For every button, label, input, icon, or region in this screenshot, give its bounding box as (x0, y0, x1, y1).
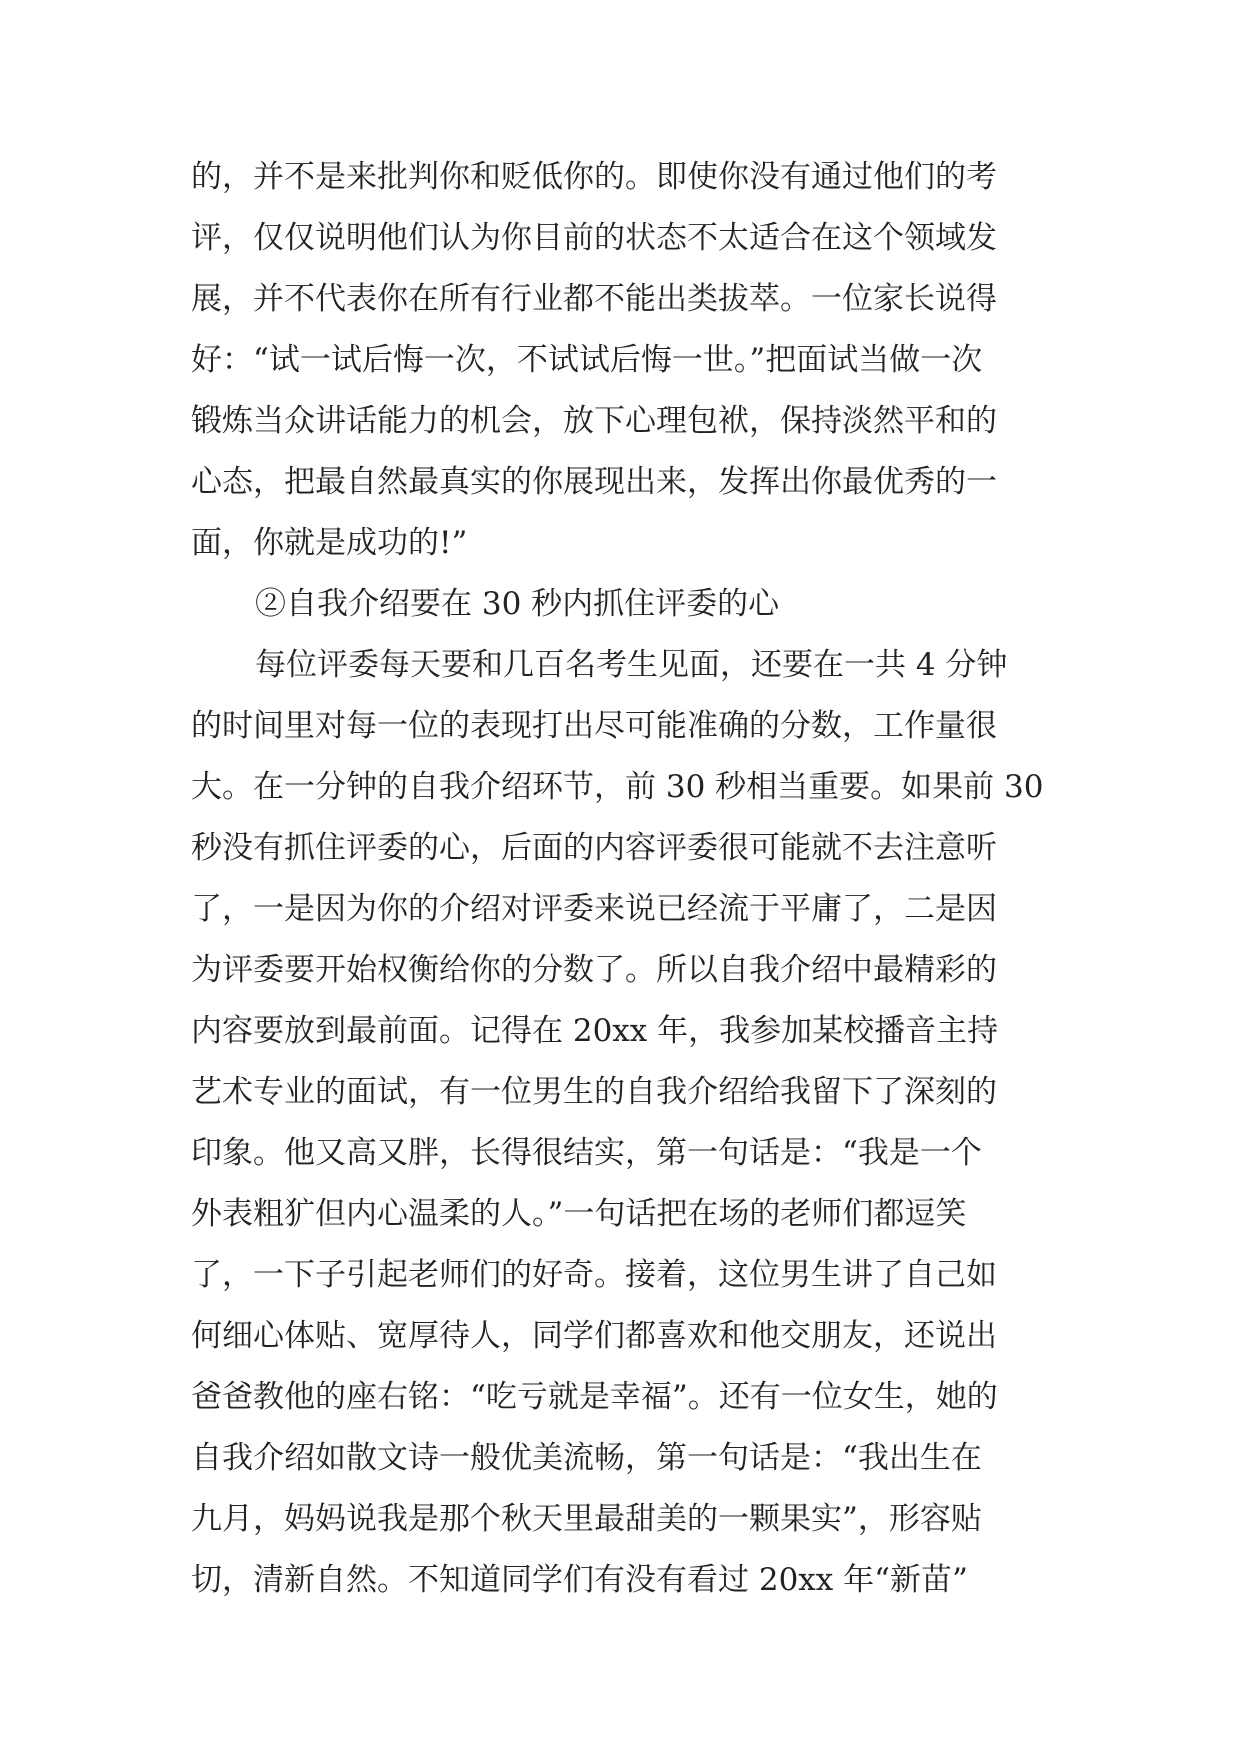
paragraph-2 (191, 635, 1051, 1611)
paragraph-line: 何细心体贴、宽厚待人，同学们都喜欢和他交朋友，还说出 (191, 1318, 997, 1354)
paragraph-line: 每位评委每天要和几百名考生见面，还要在一共 4 分钟 (255, 647, 1008, 683)
paragraph-line: 艺术专业的面试，有一位男生的自我介绍给我留下了深刻的 (191, 1074, 997, 1110)
paragraph-line: 秒没有抓住评委的心，后面的内容评委很可能就不去注意听 (191, 830, 997, 866)
body-text (191, 147, 1051, 1611)
paragraph-line: 的，并不是来批判你和贬低你的。即使你没有通过他们的考 (191, 159, 997, 195)
paragraph-line: 内容要放到最前面。记得在 20xx 年，我参加某校播音主持 (191, 1013, 999, 1049)
paragraph-line: 展，并不代表你在所有行业都不能出类拔萃。一位家长说得 (191, 281, 997, 317)
paragraph-line: 锻炼当众讲话能力的机会，放下心理包袱，保持淡然平和的 (191, 403, 997, 439)
paragraph-line: 心态，把最自然最真实的你展现出来，发挥出你最优秀的一 (191, 464, 997, 500)
paragraph-line: 的时间里对每一位的表现打出尽可能准确的分数，工作量很 (191, 708, 997, 744)
paragraph-line: 外表粗犷但内心温柔的人。”一句话把在场的老师们都逗笑 (191, 1196, 967, 1232)
paragraph-line: 好：“试一试后悔一次，不试试后悔一世。”把面试当做一次 (191, 342, 983, 378)
paragraph-line: 爸爸教他的座右铭：“吃亏就是幸福”。还有一位女生，她的 (191, 1379, 998, 1415)
paragraph-1 (191, 147, 1051, 574)
section-heading: ②自我介绍要在 30 秒内抓住评委的心 (255, 586, 780, 622)
paragraph-line: 面，你就是成功的!” (191, 525, 468, 561)
paragraph-line: 评，仅仅说明他们认为你目前的状态不太适合在这个领域发 (191, 220, 997, 256)
paragraph-line: 了，一是因为你的介绍对评委来说已经流于平庸了，二是因 (191, 891, 997, 927)
paragraph-line: 印象。他又高又胖，长得很结实，第一句话是：“我是一个 (191, 1135, 982, 1171)
paragraph-line: 切，清新自然。不知道同学们有没有看过 20xx 年“新苗” (191, 1562, 968, 1598)
paragraph-line: 为评委要开始权衡给你的分数了。所以自我介绍中最精彩的 (191, 952, 997, 988)
paragraph-line: 了，一下子引起老师们的好奇。接着，这位男生讲了自己如 (191, 1257, 997, 1293)
paragraph-line: 大。在一分钟的自我介绍环节，前 30 秒相当重要。如果前 30 (191, 769, 1044, 805)
paragraph-line: 九月，妈妈说我是那个秋天里最甜美的一颗果实”，形容贴 (191, 1501, 982, 1537)
paragraph-line: 自我介绍如散文诗一般优美流畅，第一句话是：“我出生在 (191, 1440, 982, 1476)
